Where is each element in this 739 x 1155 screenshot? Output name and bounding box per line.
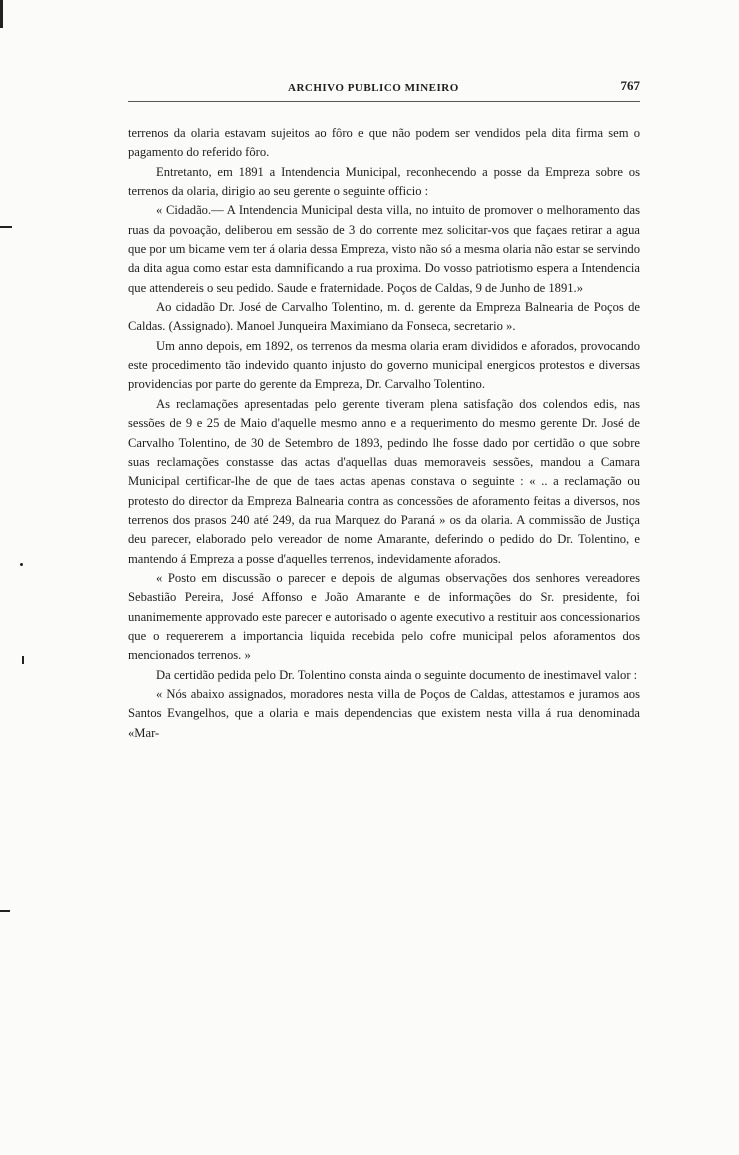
- paragraph: terrenos da olaria estavam sujeitos ao fôro e que não podem ser vendidos pela dita firma sem o pagamento do referido fôro.: [128, 126, 640, 160]
- margin-mark: [20, 563, 23, 566]
- body-text: [128, 124, 640, 743]
- paragraph: « Posto em discussão o parecer e depois de algumas observações dos senhores vereadores Sebastião Pereira, José Affonso e João Amarante e de informações do Sr. presidente, foi unanimemente approvado este parecer e autorisado o agente executivo a restituir aos concessionarios que o requererem a importancia liquida recebida pelo cofre municipal pelos aforamentos dos mencionados terrenos. »: [128, 570, 640, 663]
- margin-mark: [0, 226, 12, 228]
- margin-mark: [0, 0, 3, 28]
- paragraph: Entretanto, em 1891 a Intendencia Municipal, reconhecendo a posse da Empreza sobre os terrenos da olaria, dirigio ao seu gerente o seguinte officio :: [128, 164, 640, 199]
- running-title: ARCHIVO PUBLICO MINEIRO: [288, 82, 459, 94]
- header-rule: [128, 101, 640, 102]
- margin-mark: [22, 656, 24, 664]
- paragraph: As reclamações apresentadas pelo gerente tiveram plena satisfação dos colendos edis, nas sessões de 9 e 25 de Maio d'aquelle mesmo anno e a requerimento do mesmo gerente Dr. José de Carvalho Tolentino, de 30 de Setembro de 1893, pedindo lhe fosse dado por certidão o que sobre suas reclamações constasse das actas d'aquellas duas memoraveis sessões, mandou a Camara Municipal certificar-lhe de que de taes actas apenas constava o seguinte : « .. a reclamação ou protesto do director da Empreza Balnearia contra as concessões de aforamento feitas a diversos, nos terrenos dos prasos 240 até 249, da rua Marquez do Paraná » os da olaria. A commissão de Justiça deu parecer, elaborado pelo vereador de nome Amarante, deferindo o pedido do Dr. Tolentino, e mantendo á Empreza a posse d'aquelles terrenos, indevidamente aforados.: [128, 396, 640, 566]
- margin-mark: [0, 910, 10, 912]
- page-number: 767: [620, 78, 640, 93]
- paragraph: Da certidão pedida pelo Dr. Tolentino consta ainda o seguinte documento de inestimavel valor :: [156, 667, 638, 682]
- paragraph: « Cidadão.— A Intendencia Municipal desta villa, no intuito de promover o melhoramento das ruas da povoação, deliberou em sessão de 3 do corrente mez solicitar-vos que façaes retirar a agua que por um bicame vem ter á olaria dessa Empreza, visto não só a mesma olaria não estar se servindo da dita agua como estar esta damnificando a rua proxima. Do vosso patriotismo espera a Intendencia que attendereis o seu pedido. Saude e fraternidade. Poços de Caldas, 9 de Junho de 1891.»: [128, 203, 640, 295]
- paragraph: « Nós abaixo assignados, moradores nesta villa de Poços de Caldas, attestamos e juramos aos Santos Evangelhos, que a olaria e mais dependencias que existem nesta villa á rua denominada «Mar-: [128, 686, 640, 740]
- page-header: [128, 78, 640, 102]
- paragraph: Ao cidadão Dr. José de Carvalho Tolentino, m. d. gerente da Empreza Balnearia de Poços de Caldas. (Assignado). Manoel Junqueira Maximiano da Fonseca, secretario ».: [128, 300, 640, 334]
- paragraph: Um anno depois, em 1892, os terrenos da mesma olaria eram divididos e aforados, provocando este procedimento tão indevido quanto injusto do governo municipal energicos protestos e diversas providencias por parte do gerente da Empreza, Dr. Carvalho Tolentino.: [128, 338, 640, 392]
